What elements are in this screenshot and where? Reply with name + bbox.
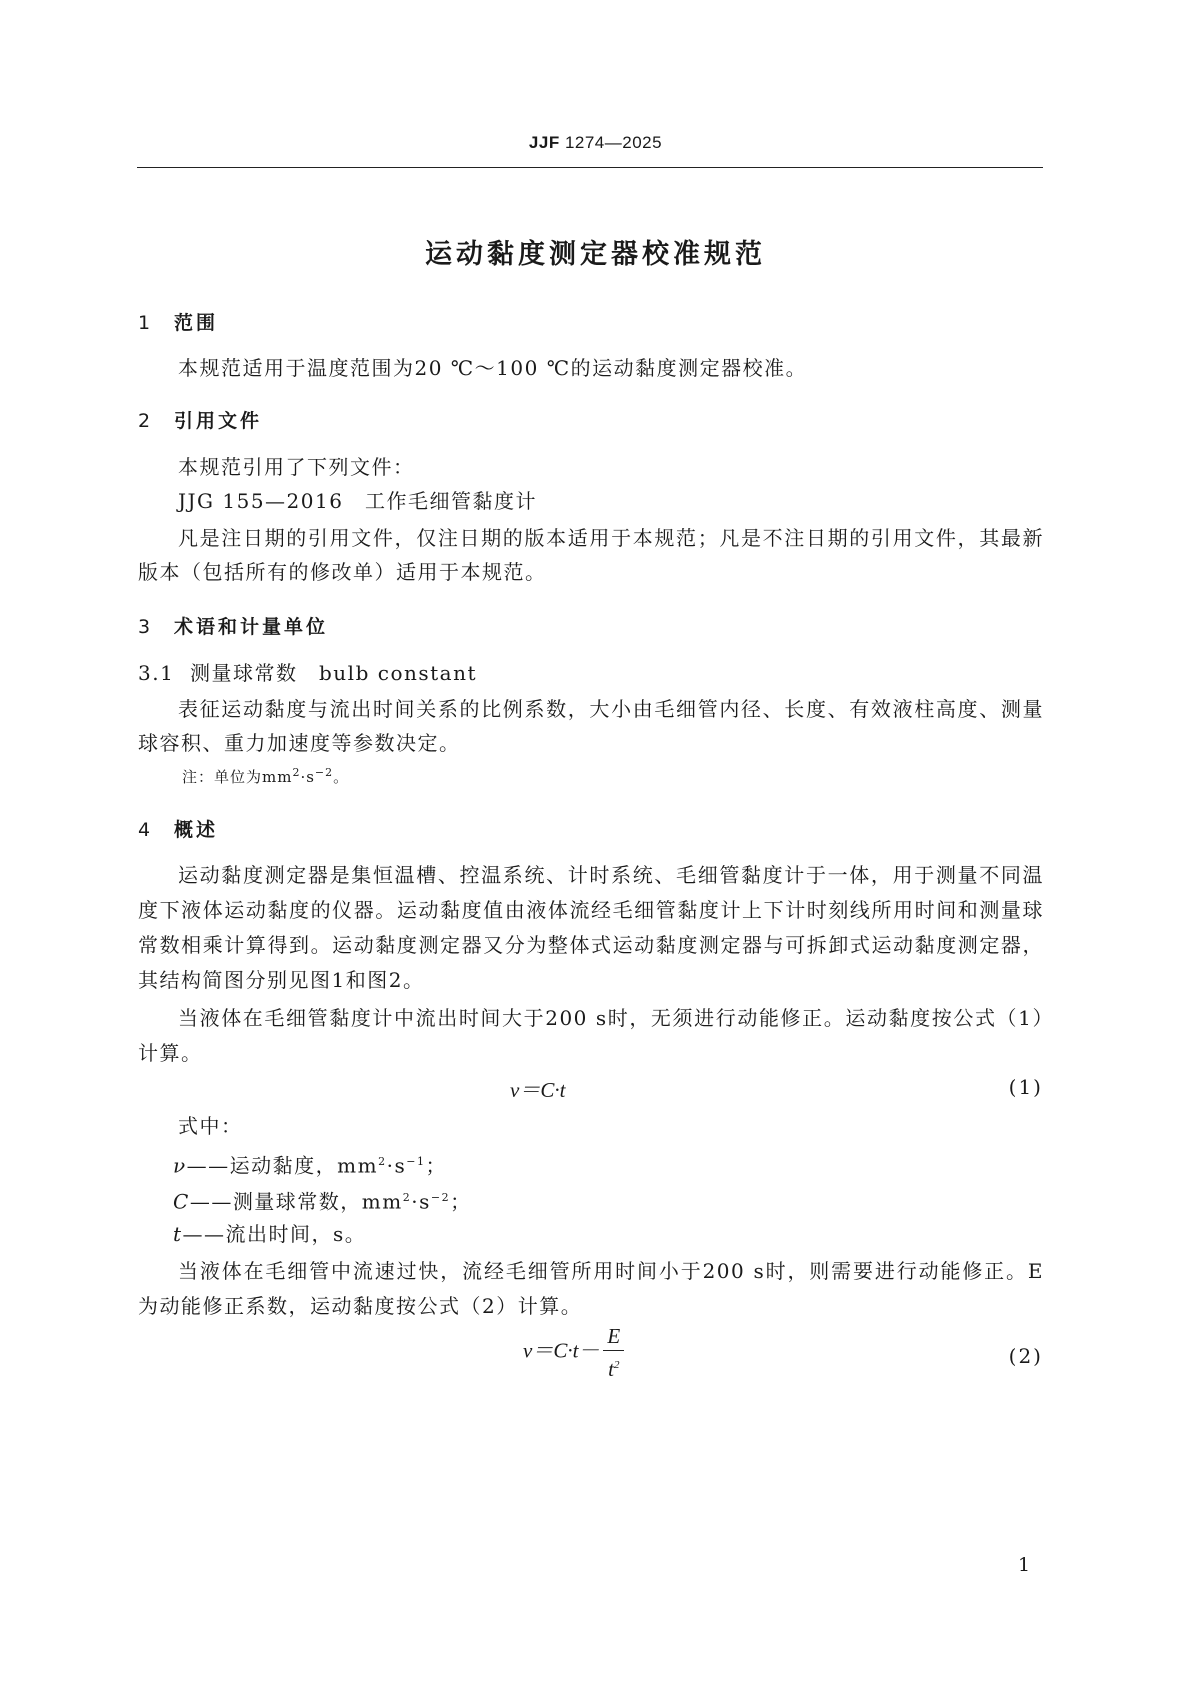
formula-1-number: (1) bbox=[1008, 1075, 1043, 1099]
section-2-paragraph: 凡是注日期的引用文件，仅注日期的版本适用于本规范；凡是不注日期的引用文件，其最新版本（包括所有的修改单）适用于本规范。 bbox=[138, 526, 1044, 584]
formula-2-intro: 当液体在毛细管中流速过快，流经毛细管所用时间小于200 s时，则需要进行动能修正。E为动能修正系数，运动黏度按公式（2）计算。 bbox=[138, 1259, 1044, 1318]
variable-unit: ·s bbox=[411, 1189, 431, 1214]
unit-exp: −2 bbox=[430, 1191, 451, 1204]
variable-symbol: C bbox=[173, 1189, 190, 1214]
section-number: 2 bbox=[138, 410, 151, 432]
formula-2-left: ν＝C·t－ bbox=[523, 1338, 600, 1363]
variable-end: ； bbox=[450, 1189, 472, 1214]
fraction-numerator: E bbox=[603, 1322, 624, 1351]
document-title: 运动黏度测定器校准规范 bbox=[425, 239, 766, 270]
variable-symbol: t bbox=[173, 1222, 183, 1246]
section-number: 1 bbox=[138, 312, 151, 334]
unit-exp: −1 bbox=[406, 1155, 426, 1168]
variable-c bbox=[173, 1181, 1079, 1219]
referenced-document: JJG 155—2016 工作毛细管黏度计 bbox=[178, 489, 537, 513]
note-text: ·s bbox=[300, 768, 315, 786]
variable-unit: ·s bbox=[386, 1153, 407, 1178]
denominator-base: t bbox=[608, 1357, 614, 1381]
formula-2-fraction bbox=[603, 1322, 624, 1383]
formula-1-intro: 当液体在毛细管黏度计中流出时间大于200 s时，无须进行动能修正。运动黏度按公式（1）计算。 bbox=[138, 1006, 1044, 1065]
section-1-paragraph: 本规范适用于温度范围为20 ℃～100 ℃的运动黏度测定器校准。 bbox=[178, 356, 808, 380]
section-title: 术语和计量单位 bbox=[174, 616, 329, 638]
variable-desc: ——流出时间，s。 bbox=[182, 1222, 367, 1246]
note-exp: −2 bbox=[314, 766, 334, 779]
variable-nu bbox=[173, 1145, 1079, 1183]
section-title: 引用文件 bbox=[174, 410, 263, 432]
section-number: 4 bbox=[138, 819, 151, 841]
formula-1: ν＝C·t bbox=[510, 1078, 566, 1102]
unit-exp: 2 bbox=[402, 1191, 412, 1204]
standard-code: JJF bbox=[528, 133, 560, 152]
term-3-1 bbox=[138, 656, 1044, 690]
note-exp: 2 bbox=[292, 766, 301, 779]
section-2-intro: 本规范引用了下列文件： bbox=[178, 455, 415, 479]
section-title: 概述 bbox=[174, 819, 219, 841]
where-label: 式中： bbox=[178, 1114, 243, 1138]
page-header bbox=[0, 133, 1191, 153]
overview-paragraph: 运动黏度测定器是集恒温槽、控温系统、计时系统、毛细管黏度计于一体，用于测量不同温度下液体运动黏度的仪器。运动黏度值由液体流经毛细管黏度计上下计时刻线所用时间和测量球常数相乘计算得到。运动黏度测定器又分为整体式运动黏度测定器与可拆卸式运动黏度测定器，其结构简图分别见图1和图2。 bbox=[138, 863, 1044, 992]
unit-exp: 2 bbox=[378, 1155, 387, 1168]
term-note bbox=[182, 766, 349, 787]
standard-number: 1274—2025 bbox=[564, 133, 663, 152]
fraction-denominator bbox=[603, 1351, 624, 1383]
section-1-heading bbox=[138, 308, 218, 335]
variable-desc: ——运动黏度，mm bbox=[186, 1153, 379, 1178]
formula-2 bbox=[523, 1322, 624, 1383]
variable-symbol: ν bbox=[173, 1153, 187, 1178]
term-title: 测量球常数 bulb constant bbox=[190, 661, 478, 685]
section-3-heading bbox=[138, 612, 328, 639]
formula-2-number: (2) bbox=[1008, 1344, 1043, 1368]
denominator-exp: 2 bbox=[614, 1359, 620, 1371]
note-text: 注：单位为mm bbox=[182, 768, 293, 786]
note-text: 。 bbox=[333, 768, 350, 786]
page-number: 1 bbox=[1018, 1554, 1031, 1576]
term-definition: 表征运动黏度与流出时间关系的比例系数，大小由毛细管内径、长度、有效液柱高度、测量球容积、重力加速度等参数决定。 bbox=[138, 697, 1044, 755]
header-rule bbox=[137, 167, 1043, 168]
variable-desc: ——测量球常数，mm bbox=[189, 1189, 403, 1214]
term-number: 3.1 bbox=[138, 661, 175, 685]
section-2-heading bbox=[138, 406, 262, 433]
section-4-heading bbox=[138, 815, 218, 842]
section-number: 3 bbox=[138, 616, 151, 638]
variable-t bbox=[173, 1217, 1079, 1251]
variable-end: ； bbox=[425, 1153, 447, 1178]
section-title: 范围 bbox=[174, 312, 219, 334]
